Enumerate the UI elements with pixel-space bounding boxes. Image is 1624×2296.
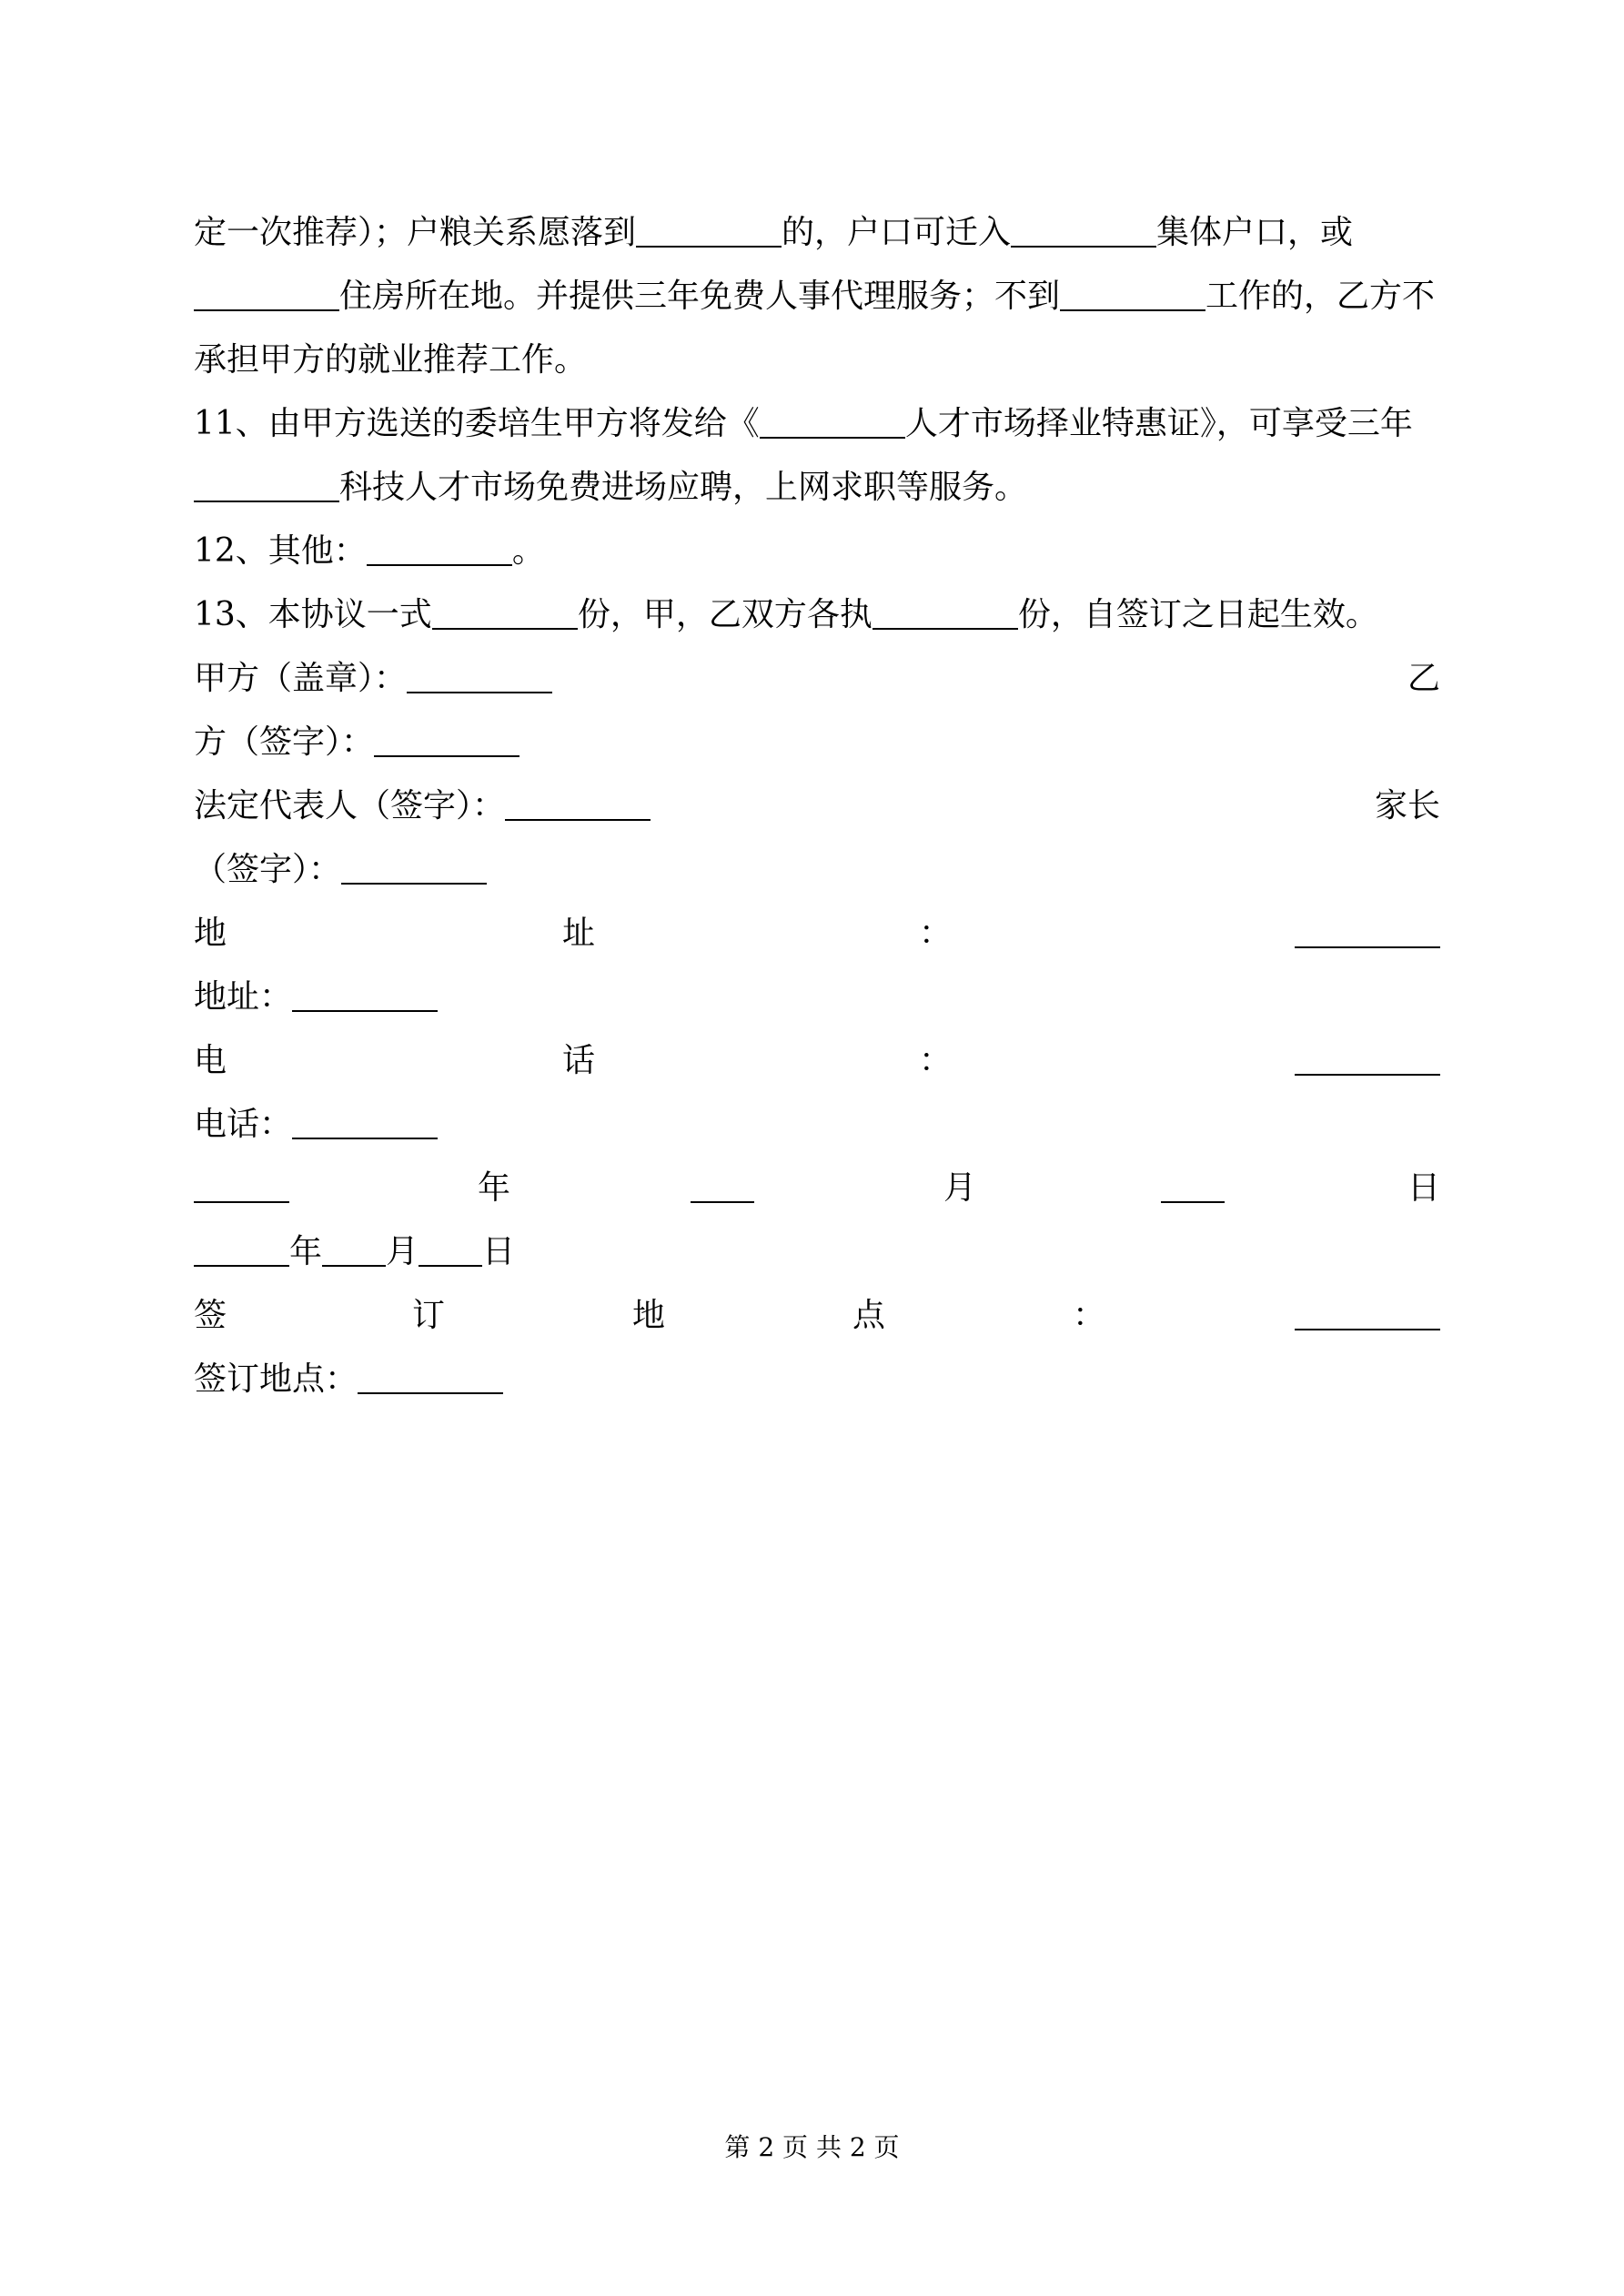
text: 的，户口可迁入 [782, 214, 1012, 251]
party-a-label: 甲方（盖章）： [194, 660, 408, 697]
fill-blank [1295, 1289, 1440, 1330]
para11-line1 [194, 397, 1440, 451]
place-char: 地 [632, 1297, 666, 1334]
fill-blank [505, 779, 651, 821]
fill-blank [194, 269, 339, 311]
text: 定一次推荐）；户粮关系愿落到 [194, 214, 637, 251]
para12 [194, 524, 1440, 579]
place-colon: ： [1073, 1297, 1106, 1334]
phone-label: 电话： [194, 1106, 293, 1143]
fill-blank [367, 524, 512, 566]
year-char: 年 [289, 1233, 323, 1270]
party-b-char: 乙 [1407, 660, 1440, 697]
para11-line2 [194, 460, 1440, 515]
legal-rep-line [194, 779, 1440, 834]
text: 承担甲方的就业推荐工作。 [194, 341, 588, 379]
fill-blank [1161, 1161, 1225, 1203]
date-line-a [194, 1161, 1440, 1216]
fill-blank [292, 970, 438, 1012]
parent-sign-label: （签字）： [194, 851, 342, 888]
fill-blank [1060, 269, 1205, 311]
parent-label: 家长 [1374, 787, 1440, 824]
fill-blank [407, 652, 552, 693]
place-char: 点 [852, 1297, 886, 1334]
year-char: 年 [478, 1169, 511, 1207]
date-line-b [194, 1225, 1440, 1279]
fill-blank [322, 1225, 386, 1267]
place-char: 订 [412, 1297, 446, 1334]
text: 住房所在地。并提供三年免费人事代理服务；不到 [339, 278, 1061, 315]
party-a-line [194, 652, 1440, 706]
fill-blank [292, 1097, 438, 1139]
fill-blank [1011, 206, 1156, 248]
day-char: 日 [482, 1233, 516, 1270]
place-line-a [194, 1289, 1440, 1343]
text: 12、其他： [194, 532, 367, 570]
fill-blank [1295, 1034, 1440, 1076]
fill-blank [194, 460, 339, 502]
text: 工作的，乙方不 [1205, 278, 1436, 315]
fill-blank [341, 843, 487, 885]
text: 11、由甲方选送的委培生甲方将发给《 [194, 405, 760, 442]
address-colon: ： [919, 915, 953, 952]
para10-line3 [194, 333, 1440, 388]
party-b-line [194, 715, 1440, 770]
fill-blank [432, 588, 578, 630]
para10-line2 [194, 269, 1440, 324]
day-char: 日 [1407, 1169, 1440, 1207]
parent-sign-line [194, 843, 1440, 897]
fill-blank [636, 206, 782, 248]
text: 集体户口，或 [1156, 214, 1354, 251]
phone-line-a [194, 1034, 1440, 1088]
place-label: 签订地点： [194, 1360, 358, 1398]
phone-line-b [194, 1097, 1440, 1152]
address-char: 地 [194, 915, 227, 952]
fill-blank [419, 1225, 482, 1267]
party-b-label: 方（签字）： [194, 723, 375, 761]
fill-blank [194, 1225, 289, 1267]
para10-line1 [194, 206, 1440, 260]
page-footer: 第 2 页 共 2 页 [724, 2132, 900, 2162]
fill-blank [194, 1161, 289, 1203]
address-line-a [194, 906, 1440, 961]
text: 13、本协议一式 [194, 596, 432, 633]
fill-blank [760, 397, 905, 439]
text: 份，自签订之日起生效。 [1017, 596, 1378, 633]
legal-rep-label: 法定代表人（签字）： [194, 787, 506, 824]
phone-char: 电 [194, 1042, 227, 1079]
text: 份，甲，乙双方各执 [577, 596, 873, 633]
text: 人才市场择业特惠证》，可享受三年 [904, 405, 1413, 442]
text: 科技人才市场免费进场应聘，上网求职等服务。 [339, 469, 1028, 506]
address-label: 地址： [194, 978, 293, 1016]
fill-blank [873, 588, 1018, 630]
place-line-b [194, 1352, 1440, 1407]
phone-colon: ： [919, 1042, 953, 1079]
address-char: 址 [562, 915, 596, 952]
fill-blank [691, 1161, 754, 1203]
month-char: 月 [386, 1233, 419, 1270]
place-char: 签 [194, 1297, 227, 1334]
address-line-b [194, 970, 1440, 1025]
fill-blank [358, 1352, 503, 1394]
month-char: 月 [943, 1169, 977, 1207]
text: 。 [511, 532, 545, 570]
phone-char: 话 [562, 1042, 596, 1079]
document-page [194, 0, 1440, 2296]
fill-blank [1295, 906, 1440, 948]
fill-blank [374, 715, 519, 757]
para13 [194, 588, 1440, 642]
